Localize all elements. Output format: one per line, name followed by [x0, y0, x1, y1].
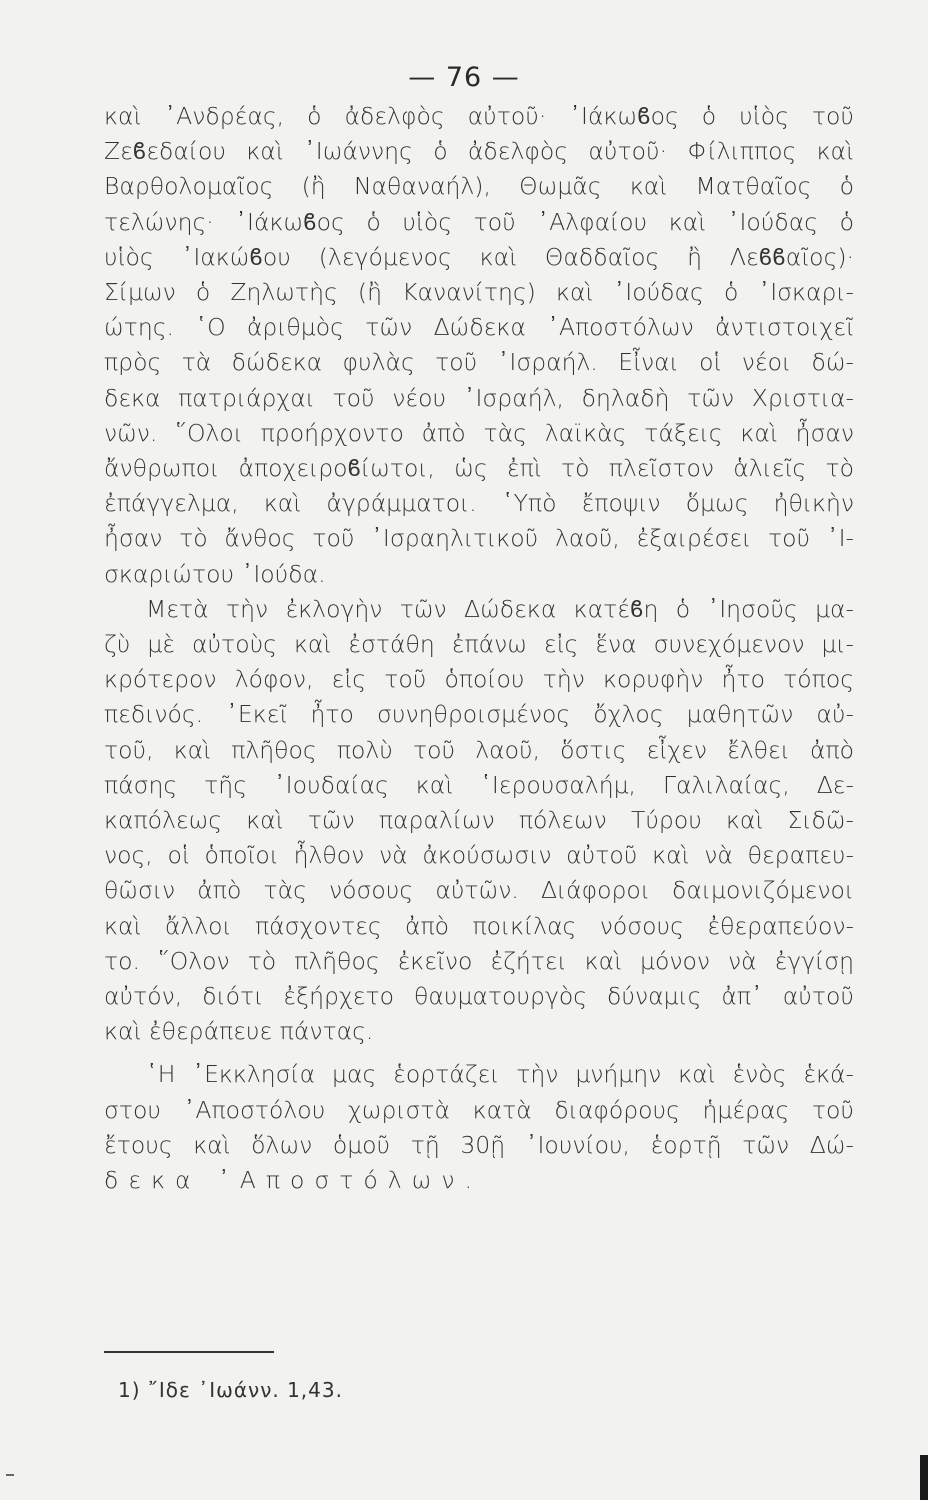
text-line: καὶ ἄλλοι πάσχοντες ἀπὸ ποικίλας νόσους ἐθεραπεύον- — [104, 911, 854, 940]
page-number: — 76 — — [408, 62, 520, 93]
text-line: ῾Η ᾿Εκκλησία μας ἑορτάζει τὴν μνήμην καὶ ἑνὸς ἑκά- — [146, 1060, 854, 1089]
text-line: νος, οἱ ὁποῖοι ἦλθον νὰ ἀκούσωσιν αὐτοῦ καὶ νὰ θεραπευ- — [104, 841, 854, 870]
text-line: πεδινός. ᾿Εκεῖ ἦτο συνηθροισμένος ὄχλος μαθητῶν αὐ- — [104, 700, 854, 729]
text-line: ἦσαν τὸ ἄνθος τοῦ ᾿Ισραηλιτικοῦ λαοῦ, ἐξαιρέσει τοῦ ᾿Ι- — [104, 524, 854, 553]
text-line: Σίμων ὁ Ζηλωτὴς (ἢ Κανανίτης) καὶ ᾿Ιούδας ὁ ᾿Ισκαρι- — [104, 278, 854, 307]
text-line: ζὺ μὲ αὐτοὺς καὶ ἐστάθη ἐπάνω εἰς ἕνα συνεχόμενον μι- — [104, 630, 854, 659]
text-line: πρὸς τὰ δώδεκα φυλὰς τοῦ ᾿Ισραήλ. Εἶναι οἱ νέοι δώ- — [104, 348, 854, 377]
footnote-divider — [104, 1351, 274, 1353]
text-line: καὶ ἐθεράπευε πάντας. — [104, 1017, 374, 1046]
text-line: ἔτους καὶ ὅλων ὁμοῦ τῇ 30ῇ ᾿Ιουνίου, ἑορτῇ τῶν Δώ- — [104, 1130, 854, 1159]
text-line: αὐτόν, διότι ἐξήρχετο θαυματουργὸς δύναμις ἀπ᾿ αὐτοῦ — [104, 982, 854, 1011]
scan-edge-mark — [920, 1455, 928, 1500]
text-line: στου ᾿Αποστόλου χωριστὰ κατὰ διαφόρους ἡμέρας τοῦ — [104, 1095, 854, 1124]
text-line: πάσης τῆς ᾿Ιουδαίας καὶ ῾Ιερουσαλήμ, Γαλιλαίας, Δε- — [104, 770, 854, 799]
text-line: κρότερον λόφον, εἰς τοῦ ὁποίου τὴν κορυφὴν ἦτο τόπος — [104, 665, 854, 694]
text-line: σκαριώτου ᾿Ιούδα. — [104, 559, 326, 588]
footnote: 1) ῎Ιδε ᾿Ιωάνν. 1,43. — [118, 1378, 343, 1402]
text-line: το. ῞Ολον τὸ πλῆθος ἐκεῖνο ἐζήτει καὶ μόνον νὰ ἐγγίσῃ — [104, 946, 854, 975]
text-line: δεκα πατριάρχαι τοῦ νέου ᾿Ισραήλ, δηλαδὴ τῶν Χριστια- — [104, 383, 854, 412]
text-line: Βαρθολομαῖος (ἢ Ναθαναήλ), Θωμᾶς καὶ Ματθαῖος ὁ — [104, 172, 854, 201]
text-line: θῶσιν ἀπὸ τὰς νόσους αὐτῶν. Διάφοροι δαιμονιζόμενοι — [104, 876, 854, 905]
text-line: Μετὰ τὴν ἐκλογὴν τῶν Δώδεκα κατέϐη ὁ ᾿Ιησοῦς μα- — [146, 594, 854, 623]
text-line: ἐπάγγελμα, καὶ ἀγράμματοι. ῾Υπὸ ἔποψιν ὅμως ἠθικὴν — [104, 489, 854, 518]
text-line: ώτης. ῾Ο ἀριθμὸς τῶν Δώδεκα ᾿Αποστόλων ἀντιστοιχεῖ — [104, 313, 854, 342]
text-line: υἱὸς ᾿Ιακώϐου (λεγόμενος καὶ Θαδδαῖος ἢ Λεϐϐαῖος)· — [104, 242, 854, 271]
text-line: τοῦ, καὶ πλῆθος πολὺ τοῦ λαοῦ, ὅστις εἶχεν ἔλθει ἀπὸ — [104, 735, 854, 764]
text-line: δεκα ᾿Αποστόλων. — [104, 1166, 482, 1195]
text-line: τελώνης· ᾿Ιάκωϐος ὁ υἱὸς τοῦ ᾿Αλφαίου καὶ ᾿Ιούδας ὁ — [104, 207, 854, 236]
text-line: Ζεϐεδαίου καὶ ᾿Ιωάννης ὁ ἀδελφὸς αὐτοῦ· Φίλιππος καὶ — [104, 137, 854, 166]
text-line: καὶ ᾿Ανδρέας, ὁ ἀδελφὸς αὐτοῦ· ᾿Ιάκωϐος ὁ υἱὸς τοῦ — [104, 102, 854, 130]
text-line: καπόλεως καὶ τῶν παραλίων πόλεων Τύρου καὶ Σιδῶ- — [104, 806, 854, 835]
body-text — [104, 99, 854, 1198]
text-line: ἄνθρωποι ἀποχειροϐίωτοι, ὡς ἐπὶ τὸ πλεῖστον ἁλιεῖς τὸ — [104, 454, 854, 483]
scan-speck — [6, 1474, 14, 1476]
text-line: νῶν. ῞Ολοι προήρχοντο ἀπὸ τὰς λαϊκὰς τάξεις καὶ ἦσαν — [104, 418, 854, 447]
